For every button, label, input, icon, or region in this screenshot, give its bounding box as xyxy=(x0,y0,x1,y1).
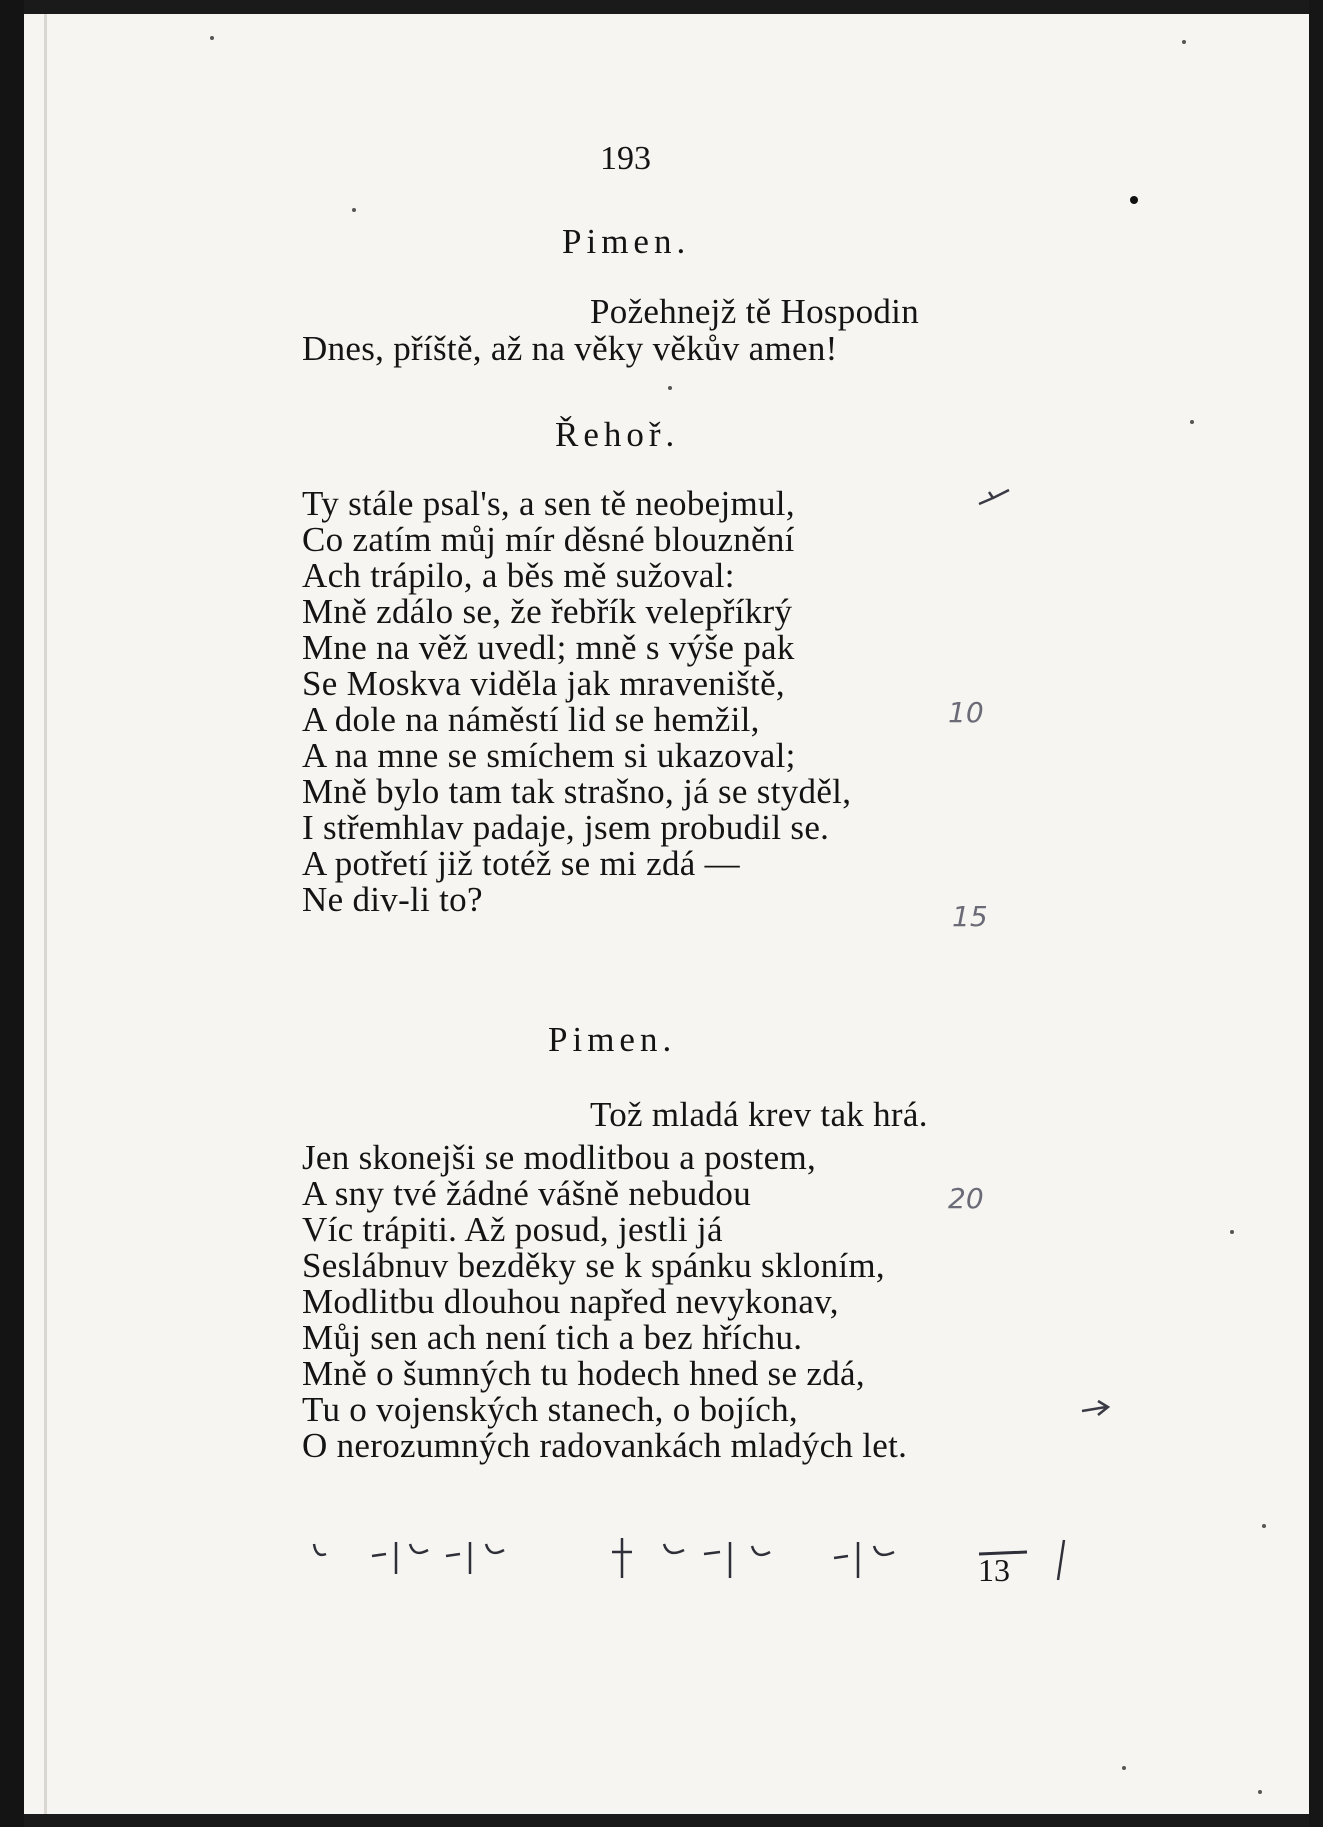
handwritten-arrow-icon xyxy=(1078,1395,1118,1425)
verse-line: O nerozumných radovankách mladých let. xyxy=(302,1426,908,1465)
verse-line: Ach trápilo, a běs mě sužoval: xyxy=(302,556,735,595)
speaker-name: Pimen. xyxy=(562,222,691,261)
verse-line: A sny tvé žádné vášně nebudou xyxy=(302,1174,752,1213)
verse-line: Ne div-li to? xyxy=(302,880,483,919)
verse-line: Víc trápiti. Až posud, jestli já xyxy=(302,1210,723,1249)
scan-border-left xyxy=(0,0,24,1827)
margin-note: 10 xyxy=(948,696,984,729)
verse-line: Můj sen ach není tich a bez hříchu. xyxy=(302,1318,803,1357)
handwritten-mark-icon xyxy=(975,482,1015,512)
verse-line: Mně bylo tam tak strašno, já se styděl, xyxy=(302,772,852,811)
margin-note: 20 xyxy=(948,1182,984,1215)
verse-line: Tož mladá krev tak hrá. xyxy=(590,1095,928,1134)
verse-line: Modlitbu dlouhou napřed nevykonav, xyxy=(302,1282,839,1321)
margin-note: 15 xyxy=(952,900,988,933)
scan-border-right xyxy=(1309,0,1323,1827)
verse-line: A dole na náměstí lid se hemžil, xyxy=(302,700,760,739)
verse-line: A potřetí již totéž se mi zdá — xyxy=(302,844,740,883)
verse-line: Požehnejž tě Hospodin xyxy=(590,292,920,331)
verse-line: Mně zdálo se, že řebřík velepříkrý xyxy=(302,592,793,631)
scansion-marks-icon xyxy=(300,1528,1070,1588)
verse-line: Se Moskva viděla jak mraveniště, xyxy=(302,664,785,703)
verse-line: Jen skonejši se modlitbou a postem, xyxy=(302,1138,817,1177)
page-number: 193 xyxy=(600,140,651,177)
verse-line: Mne na věž uvedl; mně s výše pak xyxy=(302,628,795,667)
verse-line: Dnes, příště, až na věky věkův amen! xyxy=(302,329,838,368)
scan-border-top xyxy=(0,0,1323,14)
page-gutter xyxy=(44,14,47,1814)
verse-line: Mně o šumných tu hodech hned se zdá, xyxy=(302,1354,865,1393)
verse-line: Tu o vojenských stanech, o bojích, xyxy=(302,1390,798,1429)
signature-mark: 13 xyxy=(978,1552,1010,1588)
verse-line: Ty stále psal's, a sen tě neobejmul, xyxy=(302,484,795,523)
verse-block xyxy=(302,1140,907,1464)
verse-block xyxy=(302,486,851,918)
speaker-name: Pimen. xyxy=(548,1020,677,1059)
verse-line: A na mne se smíchem si ukazoval; xyxy=(302,736,796,775)
verse-line: Co zatím můj mír děsné blouznění xyxy=(302,520,795,559)
speaker-name: Řehoř. xyxy=(555,415,680,454)
verse-line: I střemhlav padaje, jsem probudil se. xyxy=(302,808,830,847)
verse-line: Seslábnuv bezděky se k spánku skloním, xyxy=(302,1246,885,1285)
